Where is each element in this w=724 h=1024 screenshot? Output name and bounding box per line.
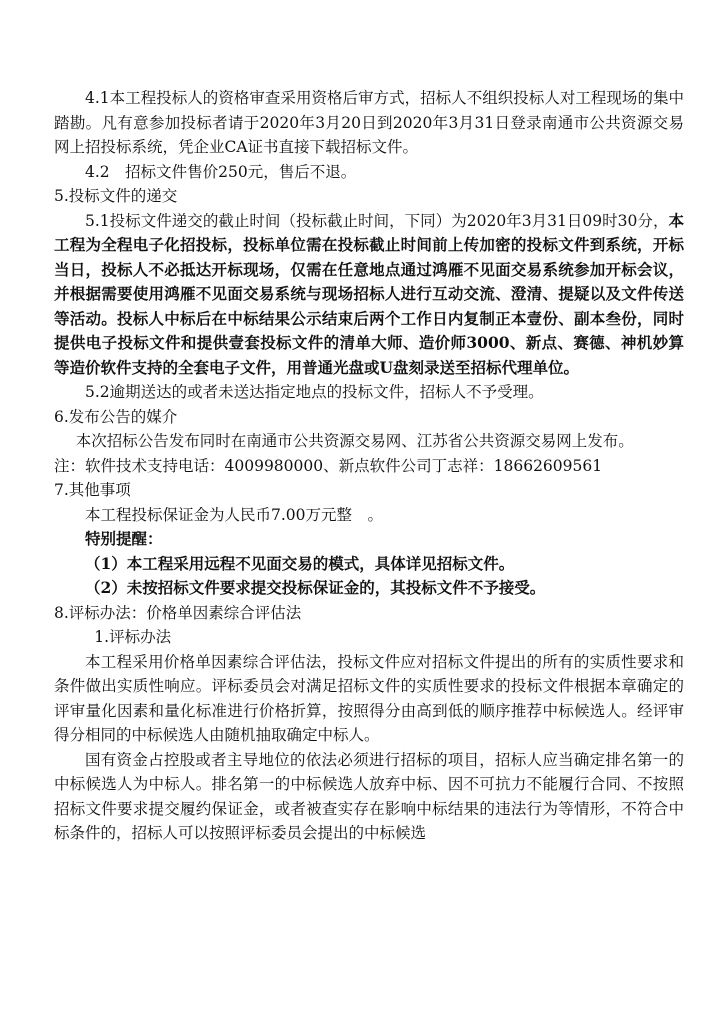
para-5-1-bold-text: 本工程为全程电子化招投标，投标单位需在投标截止时间前上传加密的投标文件到系统，开标当日，投标人不必抵达开标现场，仅需在任意地点通过鸿雁不见面交易系统参加开标会议，并根据需要使用鸿雁不见面交易系统与现场招标人进行互动交流、澄清、提疑以及文件传送等活动。投标人中标后在中标结果公示结束后两个工作日内复制正本壹份、副本叁份，同时提供电子投标文件和提供壹套投标文件的清单大师、造价师3000、新点、赛德、神机妙算等造价软件支持的全套电子文件，用普通光盘或U盘刻录送至招标代理单位。 (54, 210, 684, 377)
support-note: 注：软件技术支持电话：4009980000、新点软件公司丁志祥：18662609561 (54, 456, 603, 475)
para-5-1 (54, 209, 684, 381)
sub-heading-evaluation: 1.评标办法 (94, 628, 172, 646)
special-reminder-title: 特别提醒： (85, 529, 163, 548)
para-8-winner: 国有资金占控股或者主导地位的依法必须进行招标的项目，招标人应当确定排名第一的中标候选人为中标人。排名第一的中标候选人放弃中标、因不可抗力不能履行合同、不按照招标文件要求提交履约保证金，或者被查实存在影响中标结果的违法行为等情形，不符合中标条件的，招标人可以按照评标委员会提出的中标候选 (54, 750, 684, 842)
para-5-1-text: 5.1投标文件递交的截止时间（投标截止时间，下同）为2020年3月31日09时30分， (85, 211, 669, 230)
para-7-deposit: 本工程投标保证金为人民币7.00万元整 。 (85, 505, 384, 524)
heading-section-8: 8.评标办法：价格单因素综合评估法 (54, 603, 302, 622)
para-4-2: 4.2 招标文件售价250元，售后不退。 (85, 162, 357, 181)
para-5-2: 5.2逾期送达的或者未送达指定地点的投标文件，招标人不予受理。 (85, 383, 544, 401)
heading-section-5: 5.投标文件的递交 (54, 187, 178, 205)
heading-section-6: 6.发布公告的媒介 (54, 407, 178, 426)
para-8-method: 本工程采用价格单因素综合评估法，投标文件应对招标文件提出的所有的实质性要求和条件做出实质性响应。评标委员会对满足招标文件的实质性要求的投标文件根据本章确定的评审量化因素和量化标准进行价格折算，按照得分由高到低的顺序推荐中标候选人。经评审得分相同的中标候选人由随机抽取确定中标人。 (54, 652, 684, 744)
reminder-item-1: （1）本工程采用远程不见面交易的模式，具体详见招标文件。 (85, 553, 515, 573)
heading-section-7: 7.其他事项 (54, 481, 131, 499)
para-4-1: 4.1本工程投标人的资格审查采用资格后审方式，招标人不组织投标人对工程现场的集中踏勘。凡有意参加投标者请于2020年3月20日到2020年3月31日登录南通市公共资源交易网上招投标系统，凭企业CA证书直接下载招标文件。 (54, 89, 684, 156)
reminder-item-2: （2）未按招标文件要求提交投标保证金的，其投标文件不予接受。 (85, 578, 546, 597)
para-6-media: 本次招标公告发布同时在南通市公共资源交易网、江苏省公共资源交易网上发布。 (75, 432, 634, 450)
